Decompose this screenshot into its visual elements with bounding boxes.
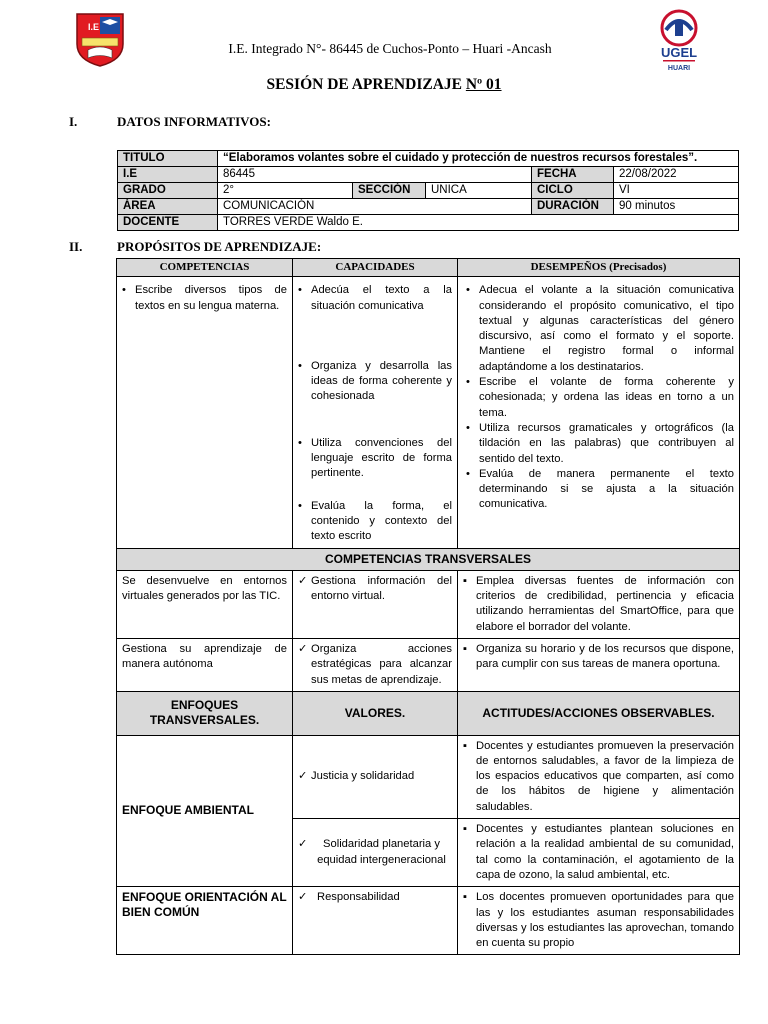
docente-label: DOCENTE	[118, 215, 218, 231]
ie-value: 86445	[218, 167, 532, 183]
logo-right-text: UGEL	[660, 45, 698, 60]
square-bullet-icon: ▪	[463, 574, 467, 587]
enfoque-bien-comun-label: ENFOQUE ORIENTACIÓN AL BIEN COMÚN	[117, 887, 293, 955]
transversal-competencia: Se desenvuelve en entornos virtuales generados por las TIC.	[117, 570, 293, 638]
competencia-row	[117, 277, 740, 548]
bullet-icon: •	[466, 376, 470, 389]
enfoque-ambiental-label: ENFOQUE AMBIENTAL	[117, 735, 293, 887]
datos-row-grado	[118, 183, 739, 199]
bullet-icon: •	[466, 467, 470, 480]
square-bullet-icon: ▪	[463, 739, 467, 752]
grado-value: 2°	[218, 183, 353, 199]
section-2-title: PROPÓSITOS DE APRENDIZAJE:	[117, 239, 322, 254]
header-actitudes: ACTITUDES/ACCIONES OBSERVABLES.	[458, 691, 740, 735]
bullet-icon: •	[298, 284, 302, 297]
enfoque-bien-comun-row: ENFOQUE ORIENTACIÓN AL BIEN COMÚN ✓ Responsabilidad ▪ Los docentes promueven oportunidades para que las y los estudiantes asuman responsabilidades diversas y los estudiantes las aprovechan, tomando en cuenta su propio	[117, 887, 740, 955]
enfoques-header-row	[117, 691, 740, 735]
bullet-icon: •	[122, 284, 126, 297]
header-desempenos: DESEMPEÑOS (Precisados)	[458, 259, 740, 277]
area-value: COMUNICACIÓN	[218, 199, 532, 215]
datos-row-docente	[118, 215, 739, 231]
fecha-value: 22/08/2022	[614, 167, 739, 183]
capacidad-item: • Organiza y desarrolla las ideas de forma coherente y cohesionada	[298, 359, 452, 405]
enfoque-ambiental-row-1: ENFOQUE AMBIENTAL ✓ Justicia y solidaridad ▪ Docentes y estudiantes promueven la preservación de entornos saludables, a favor de la limpieza de los espacios educativos que comparten, así como de los hábitos de higiene y alimentación saludables.	[117, 735, 740, 818]
square-bullet-icon: ▪	[463, 643, 467, 656]
check-icon: ✓	[298, 891, 308, 904]
logo-left-text: I.E	[88, 22, 100, 32]
bullet-icon: •	[466, 284, 470, 297]
bullet-icon: •	[466, 421, 470, 434]
enfoque-ambiental-row-2: ✓ Solidaridad planetaria y equidad intergeneracional ▪ Docentes y estudiantes plantean soluciones en relación a la realidad ambiental de su comunidad, tal como la contaminación, el agotamiento de la capa de ozono, la salud ambiental, etc.	[117, 819, 740, 887]
ciclo-label: CICLO	[532, 183, 614, 199]
bullet-icon: •	[298, 499, 302, 512]
capacidad-item: • Utiliza convenciones del lenguaje escrito de forma pertinente.	[298, 436, 452, 482]
competencias-transversales-header: COMPETENCIAS TRANSVERSALES	[117, 548, 740, 570]
seccion-value: UNICA	[426, 183, 532, 199]
header-enfoques: ENFOQUES TRANSVERSALES.	[117, 691, 293, 735]
header-competencias: COMPETENCIAS	[117, 259, 293, 277]
duracion-label: DURACIÓN	[532, 199, 614, 215]
transversal-competencia: Gestiona su aprendizaje de manera autónoma	[117, 639, 293, 692]
desempeno-item: • Utiliza recursos gramaticales y ortográficos (la tildación en las palabras) que contribuyen al sentido del texto.	[466, 421, 734, 467]
bullet-icon: •	[298, 436, 302, 449]
seccion-label: SECCIÓN	[353, 183, 426, 199]
datos-table	[117, 150, 739, 231]
check-icon: ✓	[298, 770, 308, 783]
ie-label: I.E	[118, 167, 218, 183]
square-bullet-icon: ▪	[463, 891, 467, 904]
capacidad-item: • Adecúa el texto a la situación comunicativa	[298, 283, 452, 314]
transversales-header-row	[117, 548, 740, 570]
fecha-label: FECHA	[532, 167, 614, 183]
docente-value: TORRES VERDE Waldo E.	[218, 215, 739, 231]
propositos-header-row	[117, 259, 740, 277]
logo-right-subtext: HUARI	[667, 65, 691, 72]
section-2-number: II.	[69, 239, 83, 254]
institution-name: I.E. Integrado N°- 86445 de Cuchos-Ponto – Huari -Ancash	[228, 41, 552, 56]
check-icon: ✓	[298, 838, 308, 851]
desempeno-item: • Adecua el volante a la situación comunicativa considerando el propósito comunicativo, el tipo textual y algunas características del género discursivo, así como el formato y el soporte. Mantiene el registro formal o informal adaptándome a los destinatarios.	[466, 283, 734, 375]
section-1-title: DATOS INFORMATIVOS:	[117, 114, 271, 129]
propositos-table	[116, 258, 740, 955]
datos-row-ie	[118, 167, 739, 183]
titulo-value: “Elaboramos volantes sobre el cuidado y protección de nuestros recursos forestales”.	[218, 151, 739, 167]
session-title: SESIÓN DE APRENDIZAJE Nº 01	[266, 76, 502, 93]
square-bullet-icon: ▪	[463, 823, 467, 836]
duracion-value: 90 minutos	[614, 199, 739, 215]
check-icon: ✓	[298, 643, 308, 656]
check-icon: ✓	[298, 574, 308, 587]
header-valores: VALORES.	[293, 691, 458, 735]
school-crest-logo	[74, 10, 126, 68]
competencia-item: • Escribe diversos tipos de textos en su lengua materna.	[122, 283, 287, 314]
ugel-logo	[652, 8, 706, 74]
titulo-label: TITULO	[118, 151, 218, 167]
capacidad-item: • Evalúa la forma, el contenido y contexto del texto escrito	[298, 499, 452, 545]
datos-row-titulo	[118, 151, 739, 167]
transversal-row: Se desenvuelve en entornos virtuales generados por las TIC. ✓ Gestiona información del entorno virtual. ▪ Emplea diversas fuentes de información con criterios de credibilidad, pertinencia y eficacia utilizando herramientas del SmartOffice, para que elabore el borrador del volante.	[117, 570, 740, 638]
desempeno-item: • Evalúa de manera permanente el texto determinando si se ajusta a la situación comunicativa.	[466, 467, 734, 513]
datos-row-area	[118, 199, 739, 215]
grado-label: GRADO	[118, 183, 218, 199]
section-1-number: I.	[69, 114, 78, 129]
header-capacidades: CAPACIDADES	[293, 259, 458, 277]
desempeno-item: • Escribe el volante de forma coherente y cohesionada; y ordena las ideas en torno a un tema.	[466, 375, 734, 421]
transversal-row: Gestiona su aprendizaje de manera autónoma ✓ Organiza acciones estratégicas para alcanzar sus metas de aprendizaje. ▪ Organiza su horario y de los recursos que dispone, para cumplir con sus tareas de manera oportuna.	[117, 639, 740, 692]
area-label: ÁREA	[118, 199, 218, 215]
ciclo-value: VI	[614, 183, 739, 199]
bullet-icon: •	[298, 359, 302, 372]
